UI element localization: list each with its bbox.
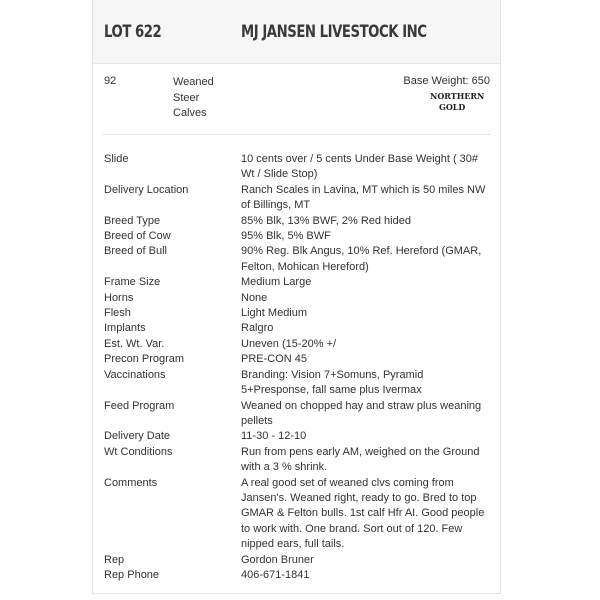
detail-row-wt-conditions: [104, 445, 494, 476]
detail-label: Breed of Cow: [104, 230, 171, 243]
detail-row-breed-type: [104, 214, 494, 229]
logo-text-top: NORTHERN: [430, 91, 485, 101]
detail-label: Est. Wt. Var.: [104, 337, 165, 350]
detail-value: Uneven (15-20% +/: [241, 337, 337, 350]
detail-value: Gordon Bruner: [241, 553, 314, 566]
detail-label: Delivery Date: [104, 430, 171, 443]
detail-value: Weaned on chopped hay and straw plus weaning pellets: [241, 399, 482, 427]
description-line: Calves: [173, 107, 207, 119]
lot-details: [104, 152, 494, 583]
detail-label: Implants: [104, 322, 146, 335]
detail-label: Breed of Bull: [104, 245, 167, 258]
detail-row-flesh: [104, 306, 494, 321]
detail-row-est-wt-var: [104, 337, 494, 352]
cattle-description: [173, 75, 214, 122]
detail-row-implants: [104, 321, 494, 336]
detail-value: 85% Blk, 13% BWF, 2% Red hided: [241, 214, 411, 227]
detail-value: 10 cents over / 5 cents Under Base Weight ( 30# Wt / Slide Stop): [241, 153, 479, 181]
detail-value: 406-671-1841: [241, 568, 310, 581]
detail-value: Branding: Vision 7+Somuns, Pyramid 5+Presponse, fall same plus Ivermax: [241, 368, 424, 397]
lot-number: LOT 622: [104, 22, 162, 42]
detail-row-slide: [104, 152, 494, 183]
detail-value: A real good set of weaned clvs coming from Jansen's. Weaned right, ready to go. Bred to top GMAR & Felton bulls. 1st calf Hfr AI. Good people to work with. One brand. Sort out of 120. Few nipped ears, full tails.: [241, 476, 485, 551]
detail-row-frame-size: [104, 275, 494, 290]
detail-label: Wt Conditions: [104, 445, 173, 458]
detail-label: Frame Size: [104, 276, 161, 289]
detail-value: Medium Large: [241, 276, 312, 289]
detail-value: Run from pens early AM, weighed on the Ground with a 3 % shrink.: [241, 445, 480, 474]
detail-label: Rep: [104, 553, 125, 566]
detail-label: Feed Program: [104, 399, 175, 412]
head-count: 92: [104, 75, 117, 87]
detail-label: Horns: [104, 291, 134, 304]
seller-name: MJ JANSEN LIVESTOCK INC: [241, 22, 427, 42]
description-line: Weaned: [173, 76, 214, 88]
detail-row-delivery-date: [104, 429, 494, 444]
detail-value: 95% Blk, 5% BWF: [241, 230, 331, 243]
detail-row-comments: [104, 476, 494, 553]
detail-row-precon-program: [104, 352, 494, 367]
northern-gold-logo: [430, 90, 492, 112]
detail-row-vaccinations: [104, 368, 494, 399]
description-line: Steer: [173, 91, 200, 104]
detail-value: Ranch Scales in Lavina, MT which is 50 miles NW of Billings, MT: [241, 183, 486, 212]
detail-row-breed-of-bull: [104, 244, 494, 275]
detail-value: None: [241, 291, 268, 304]
detail-label: Breed Type: [104, 214, 161, 227]
base-weight: Base Weight: 650: [403, 75, 490, 87]
lot-card: [92, 0, 501, 594]
detail-value: 11-30 - 12-10: [241, 430, 307, 443]
divider: [103, 134, 491, 135]
detail-label: Slide: [104, 153, 129, 165]
detail-value: Ralgro: [241, 322, 274, 335]
detail-label: Vaccinations: [104, 368, 166, 381]
detail-value: PRE-CON 45: [241, 353, 308, 366]
detail-label: Delivery Location: [104, 183, 189, 196]
detail-row-horns: [104, 291, 494, 306]
detail-row-breed-of-cow: [104, 229, 494, 244]
detail-label: Rep Phone: [104, 568, 160, 581]
detail-label: Comments: [104, 476, 158, 489]
detail-row-delivery-location: [104, 183, 494, 214]
lot-header: [93, 0, 500, 64]
detail-value: 90% Reg. Blk Angus, 10% Ref. Hereford (GMAR, Felton, Mohican Hereford): [241, 245, 482, 273]
detail-row-rep: [104, 553, 494, 568]
detail-row-feed-program: [104, 399, 494, 430]
logo-text-bottom: GOLD: [439, 102, 466, 112]
detail-row-rep-phone: [104, 568, 494, 583]
detail-label: Flesh: [104, 307, 131, 320]
detail-label: Precon Program: [104, 353, 185, 366]
detail-value: Light Medium: [241, 307, 308, 320]
